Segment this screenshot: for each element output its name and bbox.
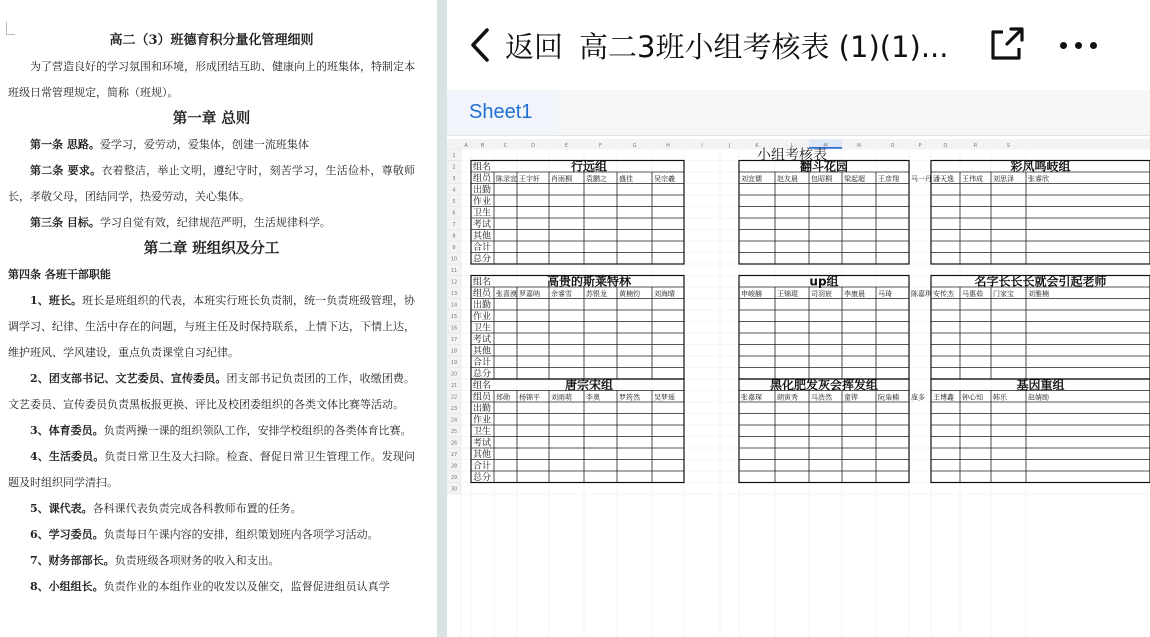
row-number: 12: [450, 279, 458, 286]
score-row-label: 考试: [473, 335, 492, 345]
group-name-label: 组名: [473, 277, 492, 288]
member-name: 朗寅秀: [777, 393, 798, 402]
chapter-1-heading: 第一章 总则: [172, 110, 251, 127]
tab-sheet1[interactable]: Sheet1: [447, 90, 559, 135]
row-number: 15: [450, 314, 458, 320]
document-title: 高二（3）班德育积分量化管理细则: [109, 33, 314, 48]
article-2-label: 第二条 要求。: [30, 164, 102, 177]
member-name: 马琦: [878, 290, 892, 298]
score-row-label: 总分: [473, 254, 492, 265]
group-name: 名字长长长就会引起老师: [974, 274, 1107, 289]
column-letter: F: [599, 143, 602, 149]
row-number: 3: [452, 176, 456, 182]
page-corner-mark: [6, 22, 15, 35]
column-letter: M: [823, 143, 828, 149]
score-row-label: 其他: [473, 450, 492, 460]
document-page: [0, 0, 437, 637]
row-number: 11: [450, 268, 458, 274]
duty-2-text: 团支部书记负责团的工作，收缴团费。文艺委员、宣传委员负责黑板报更换、评比及校团委组织的各类文体比赛等活动。: [8, 372, 416, 411]
duty-5-label: 5、课代表。: [30, 502, 93, 515]
row-number: 21: [450, 383, 458, 389]
row-number: 8: [452, 233, 456, 240]
row-number: 17: [450, 337, 458, 343]
member-name: 陈嘉琪: [911, 290, 932, 298]
row-number: 7: [452, 222, 456, 228]
row-number: 6: [452, 210, 456, 217]
column-letter: S: [1006, 143, 1011, 149]
member-name: 张睿欣: [1028, 175, 1049, 183]
back-arrow-icon[interactable]: [469, 25, 499, 65]
member-label: 组员: [473, 392, 492, 403]
group-name: 黑化肥发灰会挥发组: [769, 378, 879, 392]
score-row-label: 总分: [473, 473, 492, 483]
score-row-label: 卫生: [473, 323, 492, 334]
column-letter: K: [755, 143, 759, 149]
score-row-label: 作业: [473, 197, 492, 207]
score-row-label: 考试: [473, 220, 492, 230]
duty-4-label: 4、生活委员。: [30, 450, 105, 463]
row-number: 29: [450, 475, 458, 481]
duty-7-text: 负责班级各项财务的收入和支出。: [114, 554, 280, 567]
member-name: 王宇轩: [519, 175, 540, 183]
member-name: 李康晨: [844, 290, 865, 298]
score-row-label: 卫生: [473, 208, 492, 219]
member-name: 李奥: [586, 393, 600, 402]
column-letter: C: [503, 143, 508, 149]
duty-1-text: 班长是班组织的代表，本班实行班长负责制，统一负责班级管理，协调学习、纪律、生活中存在的问题，与班主任及时保持联系，上情下达，下情上达，维护班风、学风建设，重点负责课堂自习纪律。: [8, 294, 416, 359]
member-name: 苏银龙: [586, 290, 607, 298]
member-name: 刘雨萌: [551, 393, 572, 402]
column-letter: B: [480, 143, 485, 149]
score-row-label: 考试: [473, 438, 492, 449]
score-row-label: 作业: [473, 312, 492, 322]
duty-8-label: 8、小组组长。: [30, 580, 104, 593]
row-number: 26: [450, 440, 458, 447]
member-name: 门家宝: [993, 290, 1014, 298]
duty-5: [8, 496, 415, 522]
column-letter: Q: [943, 143, 948, 149]
row-number: 24: [450, 417, 458, 424]
group-name: 行远组: [570, 159, 608, 174]
group-name: 高贵的斯莱特林: [546, 274, 632, 289]
duty-4-text: 负责日常卫生及大扫除。检查、督促日常卫生管理工作。发现问题及时组织同学清扫。: [8, 450, 415, 489]
duty-1-label: 1、班长。: [30, 294, 83, 307]
member-name: 童铧: [844, 393, 858, 402]
row-number: 19: [450, 360, 458, 366]
member-label: 组员: [473, 289, 492, 299]
member-name: 张喜漠: [496, 290, 517, 298]
row-number: 9: [452, 245, 456, 251]
group-name-label: 组名: [473, 381, 492, 391]
group-name-label: 组名: [473, 162, 492, 173]
member-name: 张嘉琛: [741, 393, 762, 402]
row-number: 23: [450, 406, 458, 412]
row-number: 4: [452, 187, 456, 194]
article-3-text: 学习自觉有效，纪律规范严明，生活规律科学。: [99, 216, 331, 229]
column-letter: R: [973, 143, 978, 149]
duty-3-text: 负责两操一课的组织领队工作，安排学校组织的各类体育比赛。: [103, 424, 412, 437]
article-4-heading: 第四条 各班干部职能: [8, 268, 111, 281]
group-name: 基因重组: [1016, 378, 1065, 392]
member-name: 吴梦瑶: [654, 393, 675, 402]
column-letter: A: [464, 143, 468, 149]
score-row-label: 总分: [473, 369, 492, 380]
row-number: 14: [450, 302, 458, 309]
member-name: 肖雨桐: [551, 175, 572, 183]
member-name: 马浩然: [811, 393, 832, 402]
column-letter: I: [701, 143, 703, 149]
member-name: 包昭桐: [811, 175, 832, 183]
score-row-label: 出勤: [473, 300, 492, 311]
sheet-title: 小组考核表: [757, 147, 827, 164]
column-letter: O: [890, 143, 895, 149]
member-name: 吴宗羲: [654, 175, 675, 183]
row-number: 30: [450, 486, 458, 493]
row-number: 28: [450, 463, 458, 470]
score-row-label: 作业: [473, 415, 492, 426]
member-name: 梁起超: [844, 175, 865, 183]
file-title: 高二3班小组考核表 (1)(1)...: [579, 29, 949, 64]
member-name: 申峻赫: [741, 290, 762, 298]
article-3: [8, 210, 415, 236]
score-row-label: 出勤: [473, 185, 492, 196]
score-row-label: 其他: [473, 346, 492, 357]
duty-6-text: 负责每日午课内容的安排，组织策划班内各项学习活动。: [103, 528, 379, 541]
sheet-tab-bar: [447, 90, 1150, 136]
member-name: 马惠茹: [962, 290, 983, 298]
member-name: 王锦琨: [777, 290, 798, 298]
row-number: 22: [450, 394, 458, 401]
row-number: 25: [450, 429, 458, 435]
row-number: 1: [452, 153, 456, 159]
member-name: 马一丹: [911, 175, 932, 183]
column-letter: L: [790, 143, 794, 149]
member-name: 赵婧励: [1028, 393, 1049, 402]
row-number: 13: [450, 291, 458, 297]
column-letter: P: [918, 143, 922, 149]
duty-1: [8, 288, 415, 366]
chapter-2-heading: 第二章 班组织及分工: [143, 240, 280, 257]
row-number: 5: [452, 199, 456, 205]
row-number: 20: [450, 371, 458, 378]
member-label: 组员: [473, 174, 492, 184]
group-name: 彩凤鸣岐组: [1010, 159, 1071, 174]
intro-paragraph: 为了营造良好的学习氛围和环境，形成团结互助、健康向上的班集体，特制定本班级日常管理规定，简称（班规）。: [8, 60, 415, 99]
member-name: 余睿雪: [551, 290, 572, 298]
article-3-label: 第三条 目标。: [30, 216, 100, 229]
member-name: 司羽宸: [811, 290, 832, 298]
score-row-label: 合计: [473, 243, 492, 253]
member-name: 赵友晨: [777, 175, 798, 183]
member-name: 刘宜儒: [741, 175, 762, 183]
score-row-label: 出勤: [473, 404, 492, 414]
member-name: 刘海晴: [654, 290, 675, 298]
member-name: 王博鑫: [933, 393, 954, 402]
member-name: 黄楠钧: [619, 290, 640, 298]
share-icon[interactable]: [987, 24, 1027, 64]
member-name: 刘思泽: [993, 175, 1014, 183]
member-name: 韩乐: [993, 393, 1007, 402]
duty-2: [8, 366, 415, 418]
row-number: 10: [450, 256, 458, 263]
duty-6-label: 6、学习委员。: [30, 528, 104, 541]
column-letter: E: [564, 143, 569, 149]
score-row-label: 卫生: [473, 427, 492, 437]
score-row-label: 其他: [473, 231, 492, 242]
column-letter: D: [531, 143, 535, 149]
member-name: 陈录宜: [496, 175, 517, 183]
spreadsheet-grid[interactable]: [447, 139, 1150, 637]
duty-7-label: 7、财务部部长。: [30, 554, 115, 567]
spreadsheet-viewer: [447, 0, 1150, 637]
member-name: 阮枭楠: [878, 393, 899, 402]
duty-4: [8, 444, 415, 496]
divider-gap: [437, 0, 447, 637]
member-name: 袁鹏之: [586, 175, 607, 183]
score-row-label: 合计: [473, 358, 492, 368]
duty-8: [8, 574, 415, 600]
more-options-icon[interactable]: [1060, 30, 1110, 60]
article-1-text: 爱学习，爱劳动，爱集体，创建一流班集体: [99, 138, 309, 151]
back-button[interactable]: 返回: [505, 29, 564, 64]
member-name: 罗嘉呐: [519, 290, 540, 298]
member-name: 庞多: [911, 393, 925, 402]
duty-5-text: 各科课代表负责完成各科教师布置的任务。: [92, 502, 302, 515]
member-name: 钟心知: [962, 393, 983, 402]
article-1: [8, 132, 415, 158]
duty-2-label: 2、团支部书记、文艺委员、宣传委员。: [30, 372, 227, 385]
column-letter: H: [666, 143, 670, 149]
member-name: 刘雅楠: [1028, 290, 1049, 298]
sheet-canvas: [447, 139, 1150, 637]
member-name: 王伟成: [962, 175, 983, 183]
duty-3-label: 3、体育委员。: [30, 424, 104, 437]
member-name: 罗筠然: [619, 393, 640, 402]
member-name: 盛佳: [619, 175, 633, 183]
member-name: 杨锦平: [519, 393, 540, 402]
column-letter: G: [632, 143, 637, 149]
row-number: 16: [450, 325, 458, 332]
duty-7: [8, 548, 415, 574]
group-name: 唐宗宋组: [564, 378, 614, 392]
row-number: 2: [452, 164, 456, 171]
score-row-label: 合计: [473, 461, 492, 472]
top-bar: [447, 0, 1150, 90]
duty-8-text: 负责作业的本组作业的收发以及催交，监督促进组员认真学: [103, 580, 390, 593]
document-body: [0, 0, 437, 600]
row-number: 18: [450, 348, 458, 355]
column-letter: N: [857, 143, 861, 149]
article-1-label: 第一条 思路。: [30, 138, 100, 151]
article-2: [8, 158, 415, 210]
member-name: 安传杰: [933, 290, 954, 298]
member-name: 郑勋: [496, 393, 510, 402]
member-name: 潘天逸: [933, 175, 954, 183]
duty-6: [8, 522, 415, 548]
group-name: 翻斗花园: [799, 159, 849, 174]
column-letter: J: [728, 143, 731, 149]
row-number: 27: [450, 452, 458, 458]
group-name: up组: [809, 274, 839, 289]
member-name: 王彦翔: [878, 175, 899, 183]
article-2-text: 衣着整洁，举止文明，遵纪守时，刻苦学习，生活俭朴，尊敬师长，孝敬父母，团结同学，热爱劳动，关心集体。: [8, 164, 415, 203]
duty-3: [8, 418, 415, 444]
